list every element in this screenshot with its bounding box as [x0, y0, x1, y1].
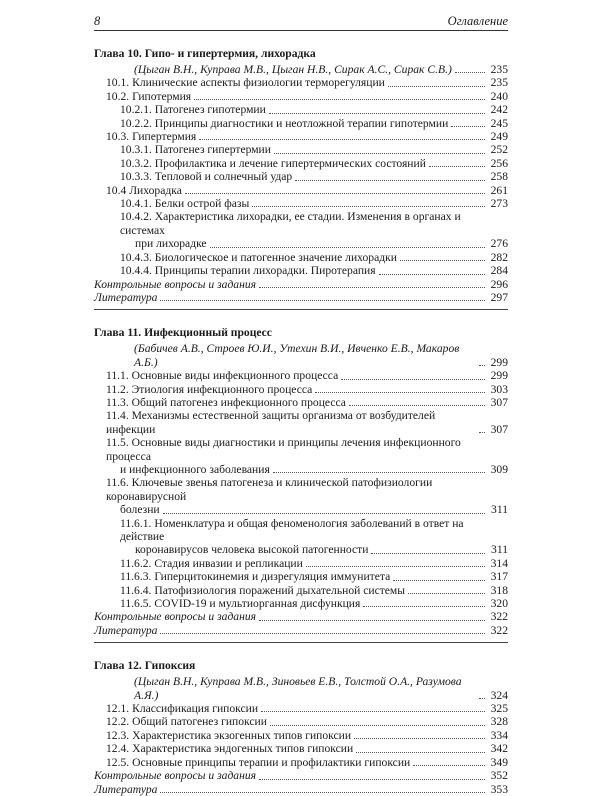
- chapter-title: Глава 11. Инфекционный процесс: [94, 326, 272, 340]
- chapter-section: [94, 326, 508, 637]
- toc-entry-text: 11.6.1. Номенклатура и общая феноменология заболеваний в ответ на действие: [120, 516, 464, 543]
- toc-entry-text: 10.3.2. Профилактика и лечение гипертермических состояний: [120, 156, 426, 170]
- toc-entry[interactable]: [94, 76, 508, 89]
- page-ref: 299: [490, 369, 508, 383]
- page-ref: 296: [490, 277, 508, 291]
- toc-entry[interactable]: [94, 715, 508, 728]
- dot-leader: [349, 404, 485, 406]
- toc-entry[interactable]: [94, 570, 508, 583]
- dot-leader: [393, 579, 485, 581]
- toc-entry[interactable]: [94, 409, 508, 436]
- page-ref: 240: [490, 89, 508, 103]
- dot-leader: [379, 273, 485, 275]
- toc-entry-text: 10.3.3. Тепловой и солнечный удар: [120, 170, 293, 184]
- dot-leader: [429, 165, 485, 167]
- toc-entry-text: 11.5. Основные виды диагностики и принципы лечения инфекционного процесса: [106, 436, 461, 463]
- toc-entry-text: 11.1. Основные виды инфекционного процесса: [106, 369, 339, 383]
- dot-leader: [479, 431, 485, 433]
- toc-entry[interactable]: [94, 157, 508, 170]
- references-text: Литература: [94, 623, 158, 637]
- page-ref: 320: [490, 597, 508, 611]
- toc-entry[interactable]: [94, 130, 508, 143]
- toc-entry-text: 10.1. Клинические аспекты физиологии терморегуляции: [106, 76, 385, 90]
- dot-leader: [261, 710, 485, 712]
- toc-entry-text: 12.3. Характеристика экзогенных типов гипоксии: [106, 728, 352, 742]
- dot-leader: [259, 619, 485, 621]
- dot-leader: [451, 125, 485, 127]
- references[interactable]: [94, 291, 508, 304]
- dot-leader: [388, 85, 485, 87]
- dot-leader: [356, 751, 485, 753]
- toc-entry[interactable]: [94, 197, 508, 210]
- toc-entry[interactable]: [94, 383, 508, 396]
- dot-leader: [185, 192, 485, 194]
- chapter-authors-text: (Бабичев А.В., Строев Ю.И., Утехин В.И., Ивченко Е.В., Макаров А.Б.): [134, 342, 460, 369]
- chapter-section: [94, 659, 508, 796]
- toc-entry-text: 11.2. Этиология инфекционного процесса: [106, 382, 313, 396]
- page-ref: 297: [490, 290, 508, 304]
- toc-entry-text: коронавирусов человека высокой патогенности: [135, 543, 369, 557]
- chapter-divider: [94, 642, 508, 643]
- toc-entry-text: 11.6.3. Гиперцитокинемия и дизрегуляция иммунитета: [120, 570, 391, 584]
- page-ref: 322: [490, 610, 508, 624]
- running-head: [94, 14, 508, 31]
- dot-leader: [259, 286, 485, 288]
- toc-entry-text: 11.3. Общий патогенез инфекционного процесса: [106, 395, 346, 409]
- page-ref: 307: [490, 395, 508, 409]
- page-ref: 249: [490, 130, 508, 144]
- toc-entry[interactable]: [94, 756, 508, 769]
- toc-entry[interactable]: [94, 103, 508, 116]
- toc-entry-last-line: [106, 463, 508, 476]
- toc-entry[interactable]: [94, 396, 508, 409]
- review-questions[interactable]: [94, 769, 508, 782]
- page-ref: 314: [490, 556, 508, 570]
- toc-entry-text: 10.4 Лихорадка: [106, 183, 182, 197]
- toc-entry-text: 12.5. Основные принципы терапии и профилактики гипоксии: [106, 755, 411, 769]
- page-ref: 353: [490, 782, 508, 796]
- page-ref: 284: [490, 264, 508, 278]
- dot-leader: [408, 592, 485, 594]
- page-ref: 235: [490, 63, 508, 76]
- toc-entry[interactable]: [94, 210, 508, 250]
- dot-leader: [210, 246, 485, 248]
- toc-entry[interactable]: [94, 251, 508, 264]
- chapter-section: [94, 47, 508, 304]
- page-ref: 261: [490, 183, 508, 197]
- page-ref: 349: [490, 755, 508, 769]
- toc-entry-text: 10.4.1. Белки острой фазы: [120, 197, 250, 211]
- toc-entry[interactable]: [94, 729, 508, 742]
- dot-leader: [270, 724, 485, 726]
- page-ref: 311: [491, 503, 508, 517]
- toc-entry-text: 11.6.4. Патофизиология поражений дыхательной системы: [120, 583, 406, 597]
- dot-leader: [413, 764, 485, 766]
- dot-leader: [194, 98, 485, 100]
- references-text: Литература: [94, 782, 158, 796]
- page-ref: 235: [490, 76, 508, 90]
- references-text: Литература: [94, 290, 158, 304]
- toc-entry-text: и инфекционного заболевания: [120, 462, 270, 476]
- page-ref: 328: [490, 715, 508, 729]
- references[interactable]: [94, 783, 508, 796]
- chapter-title: Глава 10. Гипо- и гипертермия, лихорадка: [94, 47, 316, 60]
- toc-entry[interactable]: [94, 702, 508, 715]
- page-ref: 309: [490, 462, 508, 476]
- dot-leader: [160, 299, 485, 301]
- toc-entry-text: болезни: [120, 503, 160, 517]
- toc-entry-text: 10.2.1. Патогенез гипотермии: [120, 103, 266, 117]
- review-questions-text: Контрольные вопросы и задания: [94, 769, 257, 783]
- dot-leader: [252, 205, 485, 207]
- dot-leader: [259, 778, 485, 780]
- page-ref: 334: [490, 728, 508, 742]
- dot-leader: [479, 697, 485, 699]
- dot-leader: [295, 179, 485, 181]
- toc-entry-text: 12.4. Характеристика эндогенных типов гипоксии: [106, 742, 354, 756]
- chapter-authors: [94, 63, 508, 76]
- toc-entry-text: 10.4.3. Биологическое и патогенное значение лихорадки: [120, 250, 397, 264]
- toc-entry[interactable]: [94, 557, 508, 570]
- toc-entry-text: при лихорадке: [135, 237, 207, 251]
- page-ref: 252: [490, 143, 508, 157]
- toc-entry-last-line: [106, 503, 508, 516]
- dot-leader: [479, 364, 485, 366]
- dot-leader: [273, 471, 485, 473]
- page-ref: 299: [490, 355, 508, 369]
- page-ref: 303: [490, 382, 508, 396]
- running-title: Оглавление: [447, 14, 508, 28]
- chapter-authors-text: (Цыган В.Н., Куправа М.В., Зиновьев Е.В., Толстой О.А., Разумова А.Я.): [134, 675, 462, 702]
- dot-leader: [400, 259, 485, 261]
- page-ref: 322: [490, 623, 508, 637]
- dot-leader: [315, 391, 485, 393]
- page-ref: 311: [491, 543, 508, 557]
- toc-entry-text: 10.2.2. Принципы диагностики и неотложной терапии гипотермии: [120, 116, 449, 130]
- toc-entry[interactable]: [94, 517, 508, 557]
- page-ref: 342: [490, 742, 508, 756]
- toc-entry[interactable]: [94, 170, 508, 183]
- page-ref: 273: [490, 197, 508, 211]
- chapter-authors: [94, 342, 508, 369]
- review-questions-text: Контрольные вопросы и задания: [94, 610, 257, 624]
- dot-leader: [274, 152, 485, 154]
- toc-entry-text: 10.3.1. Патогенез гипертермии: [120, 143, 271, 157]
- page-ref: 318: [490, 583, 508, 597]
- page-ref: 325: [490, 702, 508, 716]
- toc-entry[interactable]: [94, 264, 508, 277]
- toc-entry-text: 11.6.5. COVID-19 и мультиорганная дисфункция: [120, 597, 361, 611]
- page-ref: 245: [490, 116, 508, 130]
- chapter-authors-text: (Цыган В.Н., Куправа М.В., Цыган Н.В., Сирак А.С., Сирак С.В.): [134, 63, 452, 76]
- toc-entry-text: 11.4. Механизмы естественной защиты организма от возбудителей инфекции: [106, 409, 436, 436]
- review-questions[interactable]: [94, 278, 508, 291]
- dot-leader: [160, 791, 485, 793]
- dot-leader: [163, 512, 485, 514]
- toc-entry[interactable]: [94, 184, 508, 197]
- review-questions[interactable]: [94, 610, 508, 623]
- toc-entry[interactable]: [94, 369, 508, 382]
- page-ref: 258: [490, 170, 508, 184]
- page-ref: 324: [490, 688, 508, 702]
- review-questions-text: Контрольные вопросы и задания: [94, 277, 257, 291]
- toc-entry-text: 10.2. Гипотермия: [106, 89, 192, 103]
- toc-entry[interactable]: [94, 742, 508, 755]
- dot-leader: [306, 565, 485, 567]
- toc-entry-last-line: [120, 237, 508, 250]
- toc-entry[interactable]: [94, 90, 508, 103]
- toc-entry[interactable]: [94, 476, 508, 516]
- dot-leader: [363, 605, 485, 607]
- page-ref: 242: [490, 103, 508, 117]
- dot-leader: [354, 737, 485, 739]
- toc-entry[interactable]: [94, 597, 508, 610]
- dot-leader: [371, 552, 485, 554]
- page-ref: 276: [490, 237, 508, 251]
- toc-entry[interactable]: [94, 436, 508, 476]
- table-of-contents: [94, 47, 508, 796]
- toc-entry-text: 10.4.4. Принципы терапии лихорадки. Пиротерапия: [120, 264, 376, 278]
- toc-entry[interactable]: [94, 117, 508, 130]
- chapter-authors: [94, 675, 508, 702]
- page-ref: 282: [490, 250, 508, 264]
- dot-leader: [269, 112, 485, 114]
- page-ref: 307: [490, 422, 508, 436]
- chapter-title: Глава 12. Гипоксия: [94, 659, 196, 673]
- dot-leader: [455, 71, 485, 73]
- toc-entry-text: 11.6.2. Стадия инвазии и репликации: [120, 556, 303, 570]
- toc-entry-last-line: [120, 543, 508, 556]
- toc-entry-text: 10.4.2. Характеристика лихорадки, ее стадии. Изменения в органах и системах: [120, 210, 461, 237]
- toc-entry[interactable]: [94, 143, 508, 156]
- toc-entry-text: 11.6. Ключевые звенья патогенеза и клинической патофизиологии коронавирусной: [106, 476, 433, 503]
- page-ref: 256: [490, 156, 508, 170]
- page-number: 8: [94, 14, 101, 28]
- page-ref: 352: [490, 769, 508, 783]
- toc-entry[interactable]: [94, 584, 508, 597]
- chapter-divider: [94, 309, 508, 310]
- toc-entry-text: 12.2. Общий патогенез гипоксии: [106, 715, 267, 729]
- page-ref: 317: [490, 570, 508, 584]
- references[interactable]: [94, 624, 508, 637]
- toc-entry-text: 10.3. Гипертермия: [106, 130, 197, 144]
- toc-entry-text: 12.1. Классификация гипоксии: [106, 702, 259, 716]
- dot-leader: [199, 138, 485, 140]
- dot-leader: [160, 632, 485, 634]
- dot-leader: [341, 378, 485, 380]
